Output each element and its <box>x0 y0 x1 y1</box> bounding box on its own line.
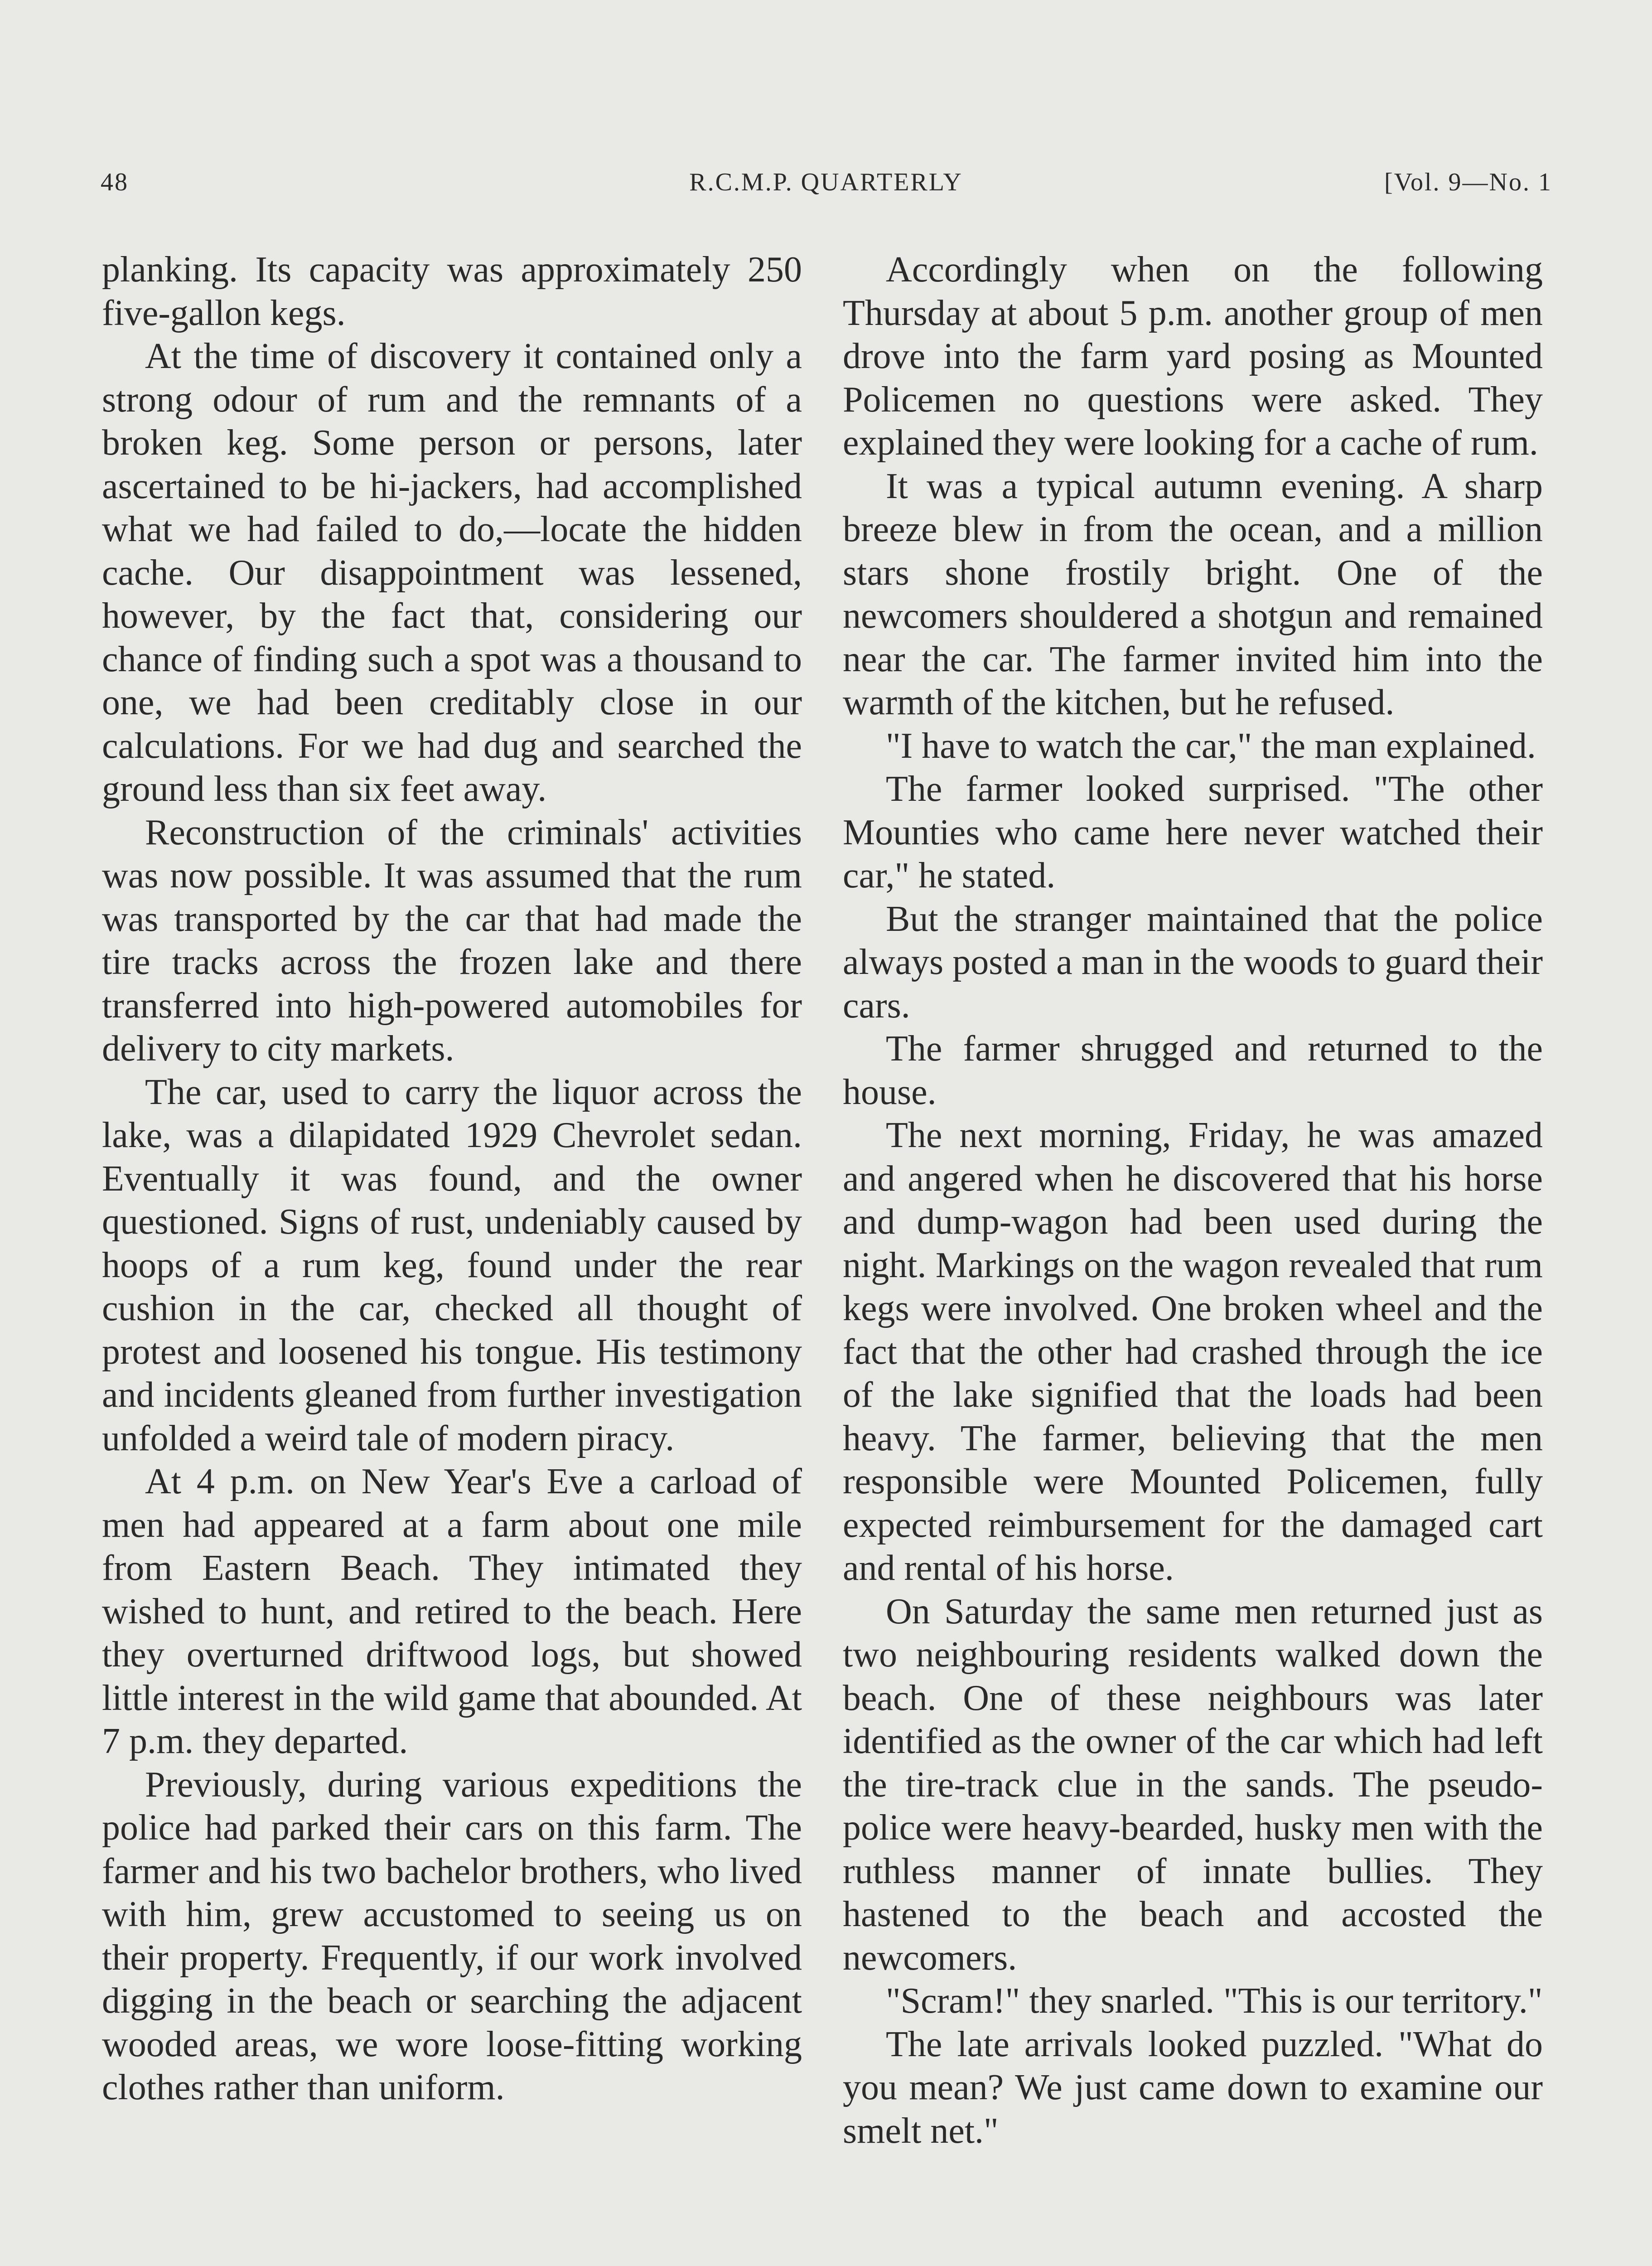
paragraph: The car, used to carry the liquor across the lake, was a dilapidated 1929 Chevrolet sedan. Eventually it was found, and the owner questioned. Signs of rust, undeniably caused by hoops of a rum keg, found under the rear cushion in the car, checked all thought of protest and loosened his tongue. His testimony and incidents gleaned from further investigation unfolded a weird tale of modern piracy. <box>102 1072 802 1458</box>
left-column <box>102 248 802 2110</box>
paragraph: Previously, during various expeditions the police had parked their cars on this farm. The farmer and his two bachelor brothers, who lived with him, grew accustomed to seeing us on their property. Frequently, if our work involved digging in the beach or searching the adjacent wooded areas, we wore loose-fitting working clothes rather than uniform. <box>102 1764 802 2107</box>
paragraph: It was a typical autumn evening. A sharp breeze blew in from the ocean, and a million stars shone frostily bright. One of the newcomers shouldered a shotgun and remained near the car. The farmer invited him into the warmth of the kitchen, but he refused. <box>843 466 1543 722</box>
paragraph: At 4 p.m. on New Year's Eve a carload of men had appeared at a farm about one mile from Eastern Beach. They intimated they wished to hunt, and retired to the beach. Here they overturned driftwood logs, but showed little interest in the wild game that abounded. At 7 p.m. they departed. <box>102 1462 802 1761</box>
paragraph: The next morning, Friday, he was amazed and angered when he discovered that his horse and dump-wagon had been used during the night. Markings on the wagon revealed that rum kegs were involved. One broken wheel and the fact that the other had crashed through the ice of the lake signified that the loads had been heavy. The farmer, believing that the men responsible were Mounted Policemen, fully expected reimbursement for the damaged cart and rental of his horse. <box>843 1115 1543 1588</box>
issue-label: [Vol. 9—No. 1 <box>1384 168 1552 196</box>
paragraph: planking. Its capacity was approximately 250 five-gallon kegs. <box>102 250 802 333</box>
paragraph: On Saturday the same men returned just as two neighbouring residents walked down the beach. One of these neighbours was later identified as the owner of the car which had left the tire-track clue in the sands. The pseudo-police were heavy-bearded, husky men with the ruthless manner of innate bullies. They hastened to the beach and accosted the newcomers. <box>843 1591 1543 1978</box>
paragraph: "Scram!" they snarled. "This is our territory." <box>886 1981 1543 2021</box>
page-number: 48 <box>101 168 129 196</box>
paragraph: Accordingly when on the following Thursday at about 5 p.m. another group of men drove into the farm yard posing as Mounted Policemen no questions were asked. They explained they were looking for a cache of rum. <box>843 250 1543 463</box>
page-header <box>0 163 1652 208</box>
paragraph: But the stranger maintained that the police always posted a man in the woods to guard their cars. <box>843 899 1543 1026</box>
paragraph: The late arrivals looked puzzled. "What do you mean? We just came down to examine our smelt net." <box>843 2024 1543 2151</box>
right-column <box>843 248 1543 2153</box>
paragraph: Reconstruction of the criminals' activities was now possible. It was assumed that the rum was transported by the car that had made the tire tracks across the frozen lake and there transferred into high-powered automobiles for delivery to city markets. <box>102 812 802 1069</box>
paragraph: "I have to watch the car," the man explained. <box>886 726 1536 766</box>
running-title: R.C.M.P. QUARTERLY <box>689 168 963 196</box>
paragraph: The farmer shrugged and returned to the house. <box>843 1029 1543 1112</box>
paragraph: At the time of discovery it contained only a strong odour of rum and the remnants of a broken keg. Some person or persons, later ascertained to be hi-jackers, had accomplished what we had failed to do,—locate the hidden cache. Our disappointment was lessened, however, by the fact that, considering our chance of finding such a spot was a thousand to one, we had been creditably close in our calculations. For we had dug and searched the ground less than six feet away. <box>102 336 802 809</box>
paragraph: The farmer looked surprised. "The other Mounties who came here never watched their car," he stated. <box>843 769 1543 896</box>
